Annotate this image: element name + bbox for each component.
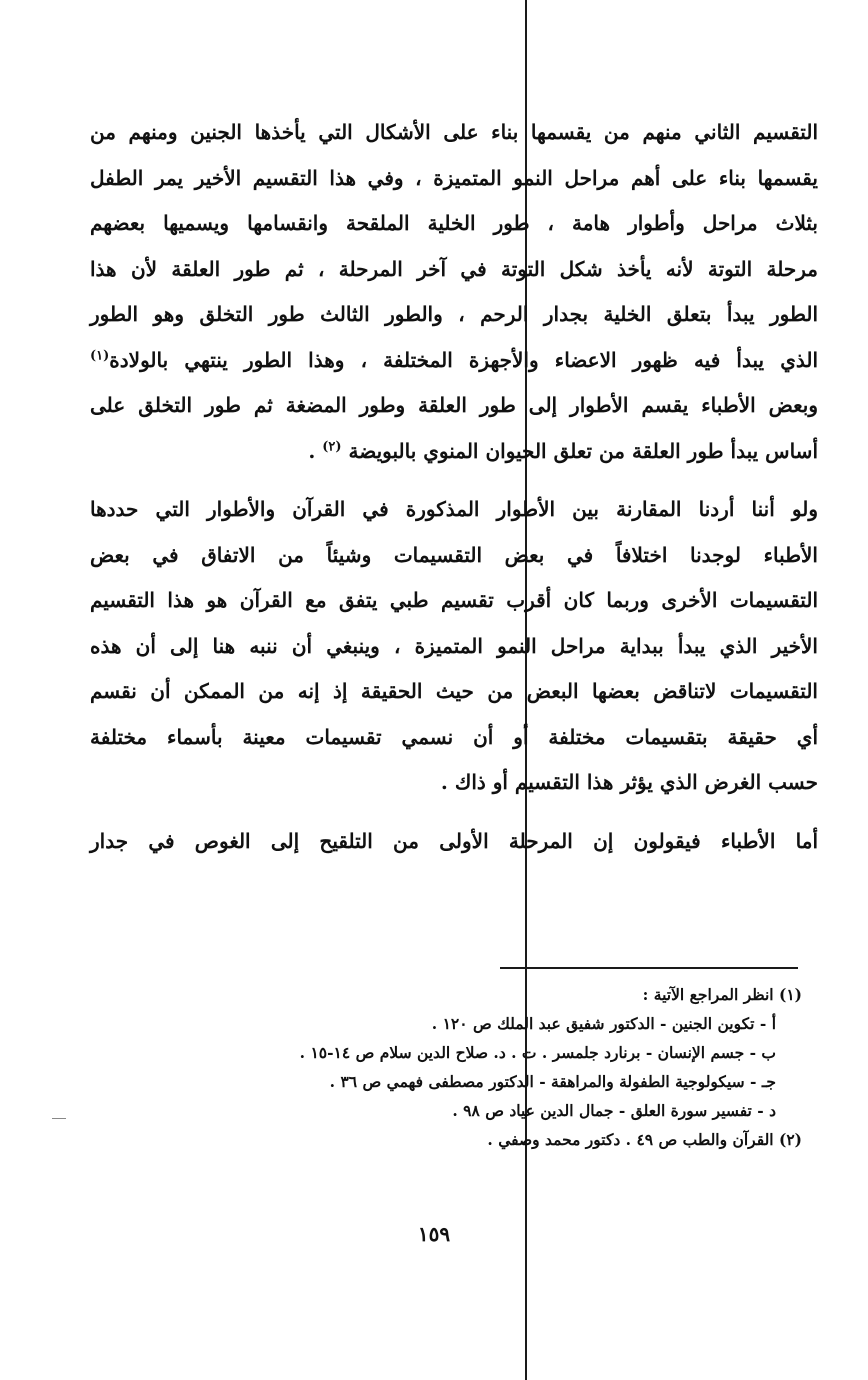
- text-line: أما الأطباء فيقولون إن المرحلة الأولى من التلقيح إلى الغوص في جدار: [90, 828, 818, 853]
- line-text: الذي يبدأ فيه ظهور الاعضاء والأجهزة المختلفة ، وهذا الطور ينتهي بالولادة: [109, 347, 818, 372]
- text-line: الطور يبدأ بتعلق الخلية بجدار الرحم ، والطور الثالث طور التخلق وهو الطور: [90, 302, 818, 326]
- text-line: وبعض الأطباء يقسم الأطوار إلى طور العلقة وطور المضغة ثم طور التخلق على: [90, 393, 818, 417]
- line-tail: .: [308, 438, 323, 463]
- footnote-1-item: جـ - سيكولوجية الطفولة والمراهقة - الدكتور مصطفى فهمي ص ٣٦ .: [329, 1072, 776, 1091]
- text-line: التقسيمات لاتناقض بعضها البعض من حيث الحقيقة إذ إنه من الممكن أن نقسم: [90, 679, 818, 703]
- text-line-with-ref: [90, 338, 818, 384]
- footnote-ref-1[interactable]: (١): [90, 347, 110, 363]
- text-line: بثلاث مراحل وأطوار هامة ، طور الخلية الملقحة وانقسامها ويسميها بعضهم: [90, 211, 818, 235]
- text-line: يقسمها بناء على أهم مراحل النمو المتميزة ، وفي هذا التقسيم الأخير يمر الطفل: [90, 165, 818, 190]
- paragraph-1: [90, 110, 818, 474]
- text-line: الأطباء لوجدنا اختلافاً في بعض التقسيمات وشيئاً من الاتفاق في بعض: [90, 542, 818, 567]
- text-line: ولو أننا أردنا المقارنة بين الأطوار المذكورة في القرآن والأطوار التي حددها: [90, 497, 818, 521]
- text-line-with-ref: [90, 429, 818, 475]
- footnote-1-item: د - تفسير سورة العلق - جمال الدين عياد ص ٩٨ .: [452, 1101, 776, 1120]
- paragraph-2: [90, 487, 818, 806]
- footnote-1-title: (١) انظر المراجع الآتية :: [642, 985, 802, 1004]
- text-line: مرحلة التوتة لأنه يأخذ شكل التوتة في آخر المرحلة ، ثم طور العلقة لأن هذا: [90, 256, 818, 281]
- body-text: [90, 110, 818, 877]
- footnotes: [82, 980, 802, 1154]
- text-line: الأخير الذي يبدأ ببداية مراحل النمو المتميزة ، وينبغي أن ننبه هنا إلى أن هذه: [90, 633, 818, 658]
- text-line: التقسيم الثاني منهم من يقسمها بناء على الأشكال التي يأخذها الجنين ومنهم من: [90, 120, 818, 144]
- footnote-1-item: ب - جسم الإنسان - برنارد جلمسر . ت . د. صلاح الدين سلام ص ١٤-١٥ .: [299, 1043, 776, 1062]
- text-line: التقسيمات الأخرى وربما كان أقرب تقسيم طبي يتفق مع القرآن هو هذا التقسيم: [90, 588, 818, 612]
- text-line: أي حقيقة بتقسيمات مختلفة أو أن نسمي تقسيمات معينة بأسماء مختلفة: [90, 724, 818, 749]
- text-line: حسب الغرض الذي يؤثر هذا التقسيم أو ذاك .: [440, 770, 818, 794]
- footnote-separator: [500, 967, 798, 969]
- footnote-ref-2[interactable]: (٢): [322, 438, 342, 454]
- line-text: أساس يبدأ طور العلقة من تعلق الحيوان المنوي بالبويضة: [348, 438, 818, 463]
- paragraph-3: [90, 819, 818, 865]
- footnote-1-item: أ - تكوين الجنين - الدكتور شفيق عبد الملك ص ١٢٠ .: [431, 1014, 776, 1033]
- footnote-2: (٢) القرآن والطب ص ٤٩ . دكتور محمد وصفي .: [487, 1130, 802, 1149]
- page-number: ١٥٩: [417, 1222, 451, 1246]
- margin-mark: [52, 1118, 66, 1119]
